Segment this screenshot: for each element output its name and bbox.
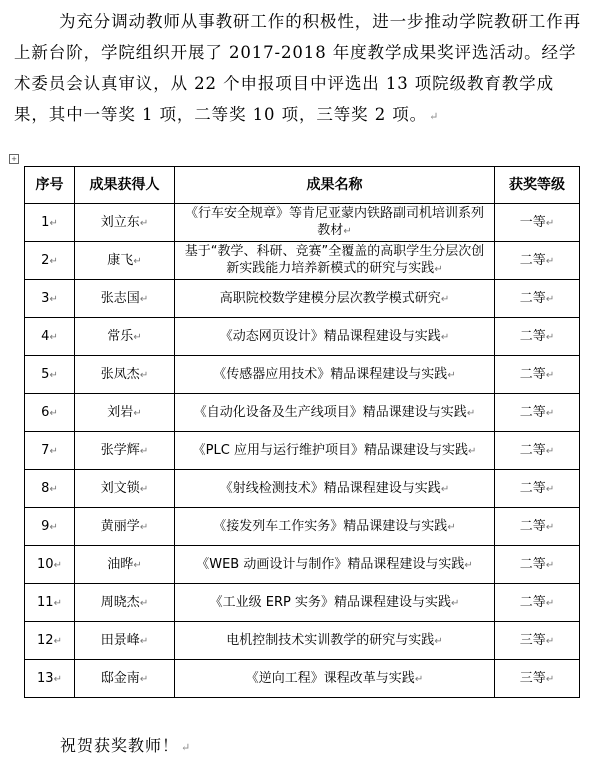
row-person — [75, 356, 175, 394]
row-title — [175, 622, 495, 660]
table-row — [25, 660, 580, 698]
cell-end-mark-icon: ↵ — [467, 445, 477, 457]
row-level — [495, 546, 580, 584]
row-person — [75, 280, 175, 318]
row-no-text: 13 — [37, 670, 54, 686]
row-level — [495, 318, 580, 356]
row-no-text: 4 — [41, 328, 50, 344]
cell-end-mark-icon: ↵ — [414, 673, 424, 685]
row-person-text: 康飞 — [107, 252, 134, 268]
row-title — [175, 546, 495, 584]
row-level-text: 二等 — [519, 518, 546, 534]
footer-congrats — [60, 733, 191, 756]
cell-end-mark-icon: ↵ — [434, 635, 443, 647]
row-title — [175, 470, 495, 508]
row-level — [495, 204, 580, 242]
row-no — [25, 280, 75, 318]
row-no — [25, 318, 75, 356]
table-row — [25, 280, 580, 318]
row-title-text: 高职院校数学建模分层次教学模式研究 — [219, 290, 441, 306]
row-title-text: 《WEB 动画设计与制作》精品课程建设与实践 — [196, 556, 465, 572]
row-title-text: 基于“教学、科研、竞赛”全覆盖的高职学生分层次创新实践能力培养新模式的研究与实践 — [184, 244, 485, 276]
paragraph-mark-icon: ↵ — [429, 110, 440, 123]
row-level-text: 二等 — [519, 328, 546, 344]
row-level — [495, 394, 580, 432]
row-level-text: 一等 — [519, 214, 546, 230]
row-person — [75, 508, 175, 546]
cell-end-mark-icon: ↵ — [49, 217, 58, 229]
header-no: 序号 — [25, 167, 75, 204]
cell-end-mark-icon: ↵ — [49, 445, 58, 457]
row-person — [75, 584, 175, 622]
cell-end-mark-icon: ↵ — [53, 635, 62, 647]
cell-end-mark-icon: ↵ — [545, 217, 555, 229]
row-title-text: 《工业级 ERP 实务》精品课程建设与实践 — [209, 594, 451, 610]
row-person-text: 油晔 — [107, 556, 134, 572]
table-row — [25, 470, 580, 508]
row-no — [25, 204, 75, 242]
table-row — [25, 204, 580, 242]
cell-end-mark-icon: ↵ — [133, 331, 142, 343]
table-row — [25, 584, 580, 622]
cell-end-mark-icon: ↵ — [133, 255, 142, 267]
cell-end-mark-icon: ↵ — [139, 521, 149, 533]
cell-end-mark-icon: ↵ — [466, 407, 476, 419]
cell-end-mark-icon: ↵ — [545, 673, 555, 685]
cell-end-mark-icon: ↵ — [545, 293, 555, 305]
cell-end-mark-icon: ↵ — [545, 255, 555, 267]
cell-end-mark-icon: ↵ — [545, 483, 555, 495]
cell-end-mark-icon: ↵ — [139, 217, 149, 229]
cell-end-mark-icon: ↵ — [545, 559, 555, 571]
row-person-text: 田景峰 — [100, 632, 140, 648]
cell-end-mark-icon: ↵ — [53, 597, 62, 609]
cell-end-mark-icon: ↵ — [49, 369, 58, 381]
row-title — [175, 394, 495, 432]
cell-end-mark-icon: ↵ — [545, 445, 555, 457]
cell-end-mark-icon: ↵ — [545, 635, 555, 647]
row-no-text: 12 — [37, 632, 54, 648]
row-level — [495, 584, 580, 622]
row-title-text: 《传感器应用技术》精品课程建设与实践 — [213, 366, 448, 382]
cell-end-mark-icon: ↵ — [49, 521, 58, 533]
awards-table — [24, 166, 580, 698]
cell-end-mark-icon: ↵ — [464, 559, 473, 571]
table-row — [25, 242, 580, 280]
row-person — [75, 622, 175, 660]
row-no-text: 9 — [41, 518, 50, 534]
row-person-text: 张志国 — [100, 290, 140, 306]
cell-end-mark-icon: ↵ — [545, 331, 555, 343]
row-level-text: 二等 — [519, 290, 546, 306]
row-no — [25, 508, 75, 546]
intro-text: 为充分调动教师从事教研工作的积极性，进一步推动学院教研工作再上新台阶，学院组织开展了 2017-2018 年度教学成果奖评选活动。经学术委员会认真审议，从 22 个申报项目中评选出 13 项院级教育教学成果，其中一等奖 1 项，二等奖 10 项，三等奖 2 项。 — [14, 12, 581, 124]
row-level-text: 二等 — [519, 252, 546, 268]
row-person — [75, 242, 175, 280]
row-title-text: 《自动化设备及生产线项目》精品课建设与实践 — [193, 404, 467, 420]
row-level — [495, 242, 580, 280]
row-no — [25, 660, 75, 698]
row-no-text: 11 — [37, 594, 54, 610]
row-level — [495, 622, 580, 660]
row-person-text: 周晓杰 — [100, 594, 140, 610]
cell-end-mark-icon: ↵ — [139, 445, 149, 457]
row-level — [495, 356, 580, 394]
cell-end-mark-icon: ↵ — [139, 597, 149, 609]
row-no — [25, 356, 75, 394]
cell-end-mark-icon: ↵ — [447, 369, 456, 381]
cell-end-mark-icon: ↵ — [139, 293, 149, 305]
table-body — [25, 204, 580, 698]
row-no-text: 5 — [41, 366, 50, 382]
cell-end-mark-icon: ↵ — [440, 331, 450, 343]
row-level-text: 二等 — [519, 404, 546, 420]
row-level-text: 二等 — [519, 442, 546, 458]
row-no-text: 10 — [37, 556, 54, 572]
cell-end-mark-icon: ↵ — [49, 483, 58, 495]
row-no — [25, 584, 75, 622]
row-title — [175, 280, 495, 318]
cell-end-mark-icon: ↵ — [139, 673, 149, 685]
cell-end-mark-icon: ↵ — [53, 673, 62, 685]
table-move-handle-icon[interactable]: + — [9, 154, 19, 164]
table-row — [25, 622, 580, 660]
cell-end-mark-icon: ↵ — [139, 635, 149, 647]
row-level — [495, 432, 580, 470]
row-person — [75, 318, 175, 356]
cell-end-mark-icon: ↵ — [49, 331, 58, 343]
row-title — [175, 318, 495, 356]
cell-end-mark-icon: ↵ — [139, 483, 149, 495]
header-title: 成果名称 — [175, 167, 495, 204]
row-level-text: 三等 — [519, 670, 546, 686]
row-level-text: 三等 — [519, 632, 546, 648]
paragraph-mark-icon: ↵ — [181, 741, 192, 754]
row-title — [175, 204, 495, 242]
row-person — [75, 394, 175, 432]
cell-end-mark-icon: ↵ — [49, 407, 58, 419]
row-title-text: 《行车安全规章》等肯尼亚蒙内铁路副司机培训系列教材 — [184, 206, 484, 238]
row-level-text: 二等 — [519, 556, 546, 572]
row-title-text: 《射线检测技术》精品课程建设与实践 — [219, 480, 441, 496]
row-no — [25, 622, 75, 660]
row-level-text: 二等 — [519, 594, 546, 610]
table-row — [25, 394, 580, 432]
row-title — [175, 584, 495, 622]
cell-end-mark-icon: ↵ — [545, 407, 555, 419]
row-person-text: 黄丽学 — [100, 518, 140, 534]
table-row — [25, 432, 580, 470]
cell-end-mark-icon: ↵ — [440, 293, 450, 305]
cell-end-mark-icon: ↵ — [545, 597, 555, 609]
row-person-text: 常乐 — [107, 328, 134, 344]
row-title-text: 《接发列车工作实务》精品课建设与实践 — [213, 518, 448, 534]
cell-end-mark-icon: ↵ — [53, 559, 62, 571]
cell-end-mark-icon: ↵ — [450, 597, 460, 609]
row-title — [175, 508, 495, 546]
row-no — [25, 470, 75, 508]
row-no — [25, 242, 75, 280]
row-no — [25, 432, 75, 470]
table-header-row — [25, 167, 580, 204]
row-person — [75, 660, 175, 698]
cell-end-mark-icon: ↵ — [434, 264, 443, 275]
row-level — [495, 660, 580, 698]
row-no — [25, 394, 75, 432]
row-title-text: 《逆向工程》课程改革与实践 — [245, 670, 415, 686]
row-title — [175, 242, 495, 280]
cell-end-mark-icon: ↵ — [133, 407, 142, 419]
row-no — [25, 546, 75, 584]
footer-text: 祝贺获奖教师！ — [60, 736, 180, 755]
row-person — [75, 204, 175, 242]
row-title — [175, 356, 495, 394]
cell-end-mark-icon: ↵ — [133, 559, 142, 571]
row-title-text: 《PLC 应用与运行维护项目》精品课建设与实践 — [192, 442, 468, 458]
row-no-text: 8 — [41, 480, 50, 496]
row-person — [75, 432, 175, 470]
cell-end-mark-icon: ↵ — [49, 255, 58, 267]
row-person — [75, 546, 175, 584]
table-row — [25, 356, 580, 394]
table-row — [25, 508, 580, 546]
row-no-text: 6 — [41, 404, 50, 420]
row-level — [495, 470, 580, 508]
row-person-text: 邸金南 — [100, 670, 140, 686]
row-title-text: 电机控制技术实训教学的研究与实践 — [226, 632, 435, 648]
row-level — [495, 280, 580, 318]
header-level: 获奖等级 — [495, 167, 580, 204]
row-no-text: 7 — [41, 442, 50, 458]
cell-end-mark-icon: ↵ — [545, 369, 555, 381]
cell-end-mark-icon: ↵ — [343, 226, 352, 237]
row-level-text: 二等 — [519, 366, 546, 382]
cell-end-mark-icon: ↵ — [545, 521, 555, 533]
row-person-text: 张凤杰 — [100, 366, 140, 382]
cell-end-mark-icon: ↵ — [139, 369, 149, 381]
row-person-text: 张学辉 — [100, 442, 140, 458]
cell-end-mark-icon: ↵ — [49, 293, 58, 305]
header-person: 成果获得人 — [75, 167, 175, 204]
cell-end-mark-icon: ↵ — [440, 483, 450, 495]
table-row — [25, 546, 580, 584]
row-title — [175, 660, 495, 698]
intro-paragraph — [14, 6, 584, 132]
row-title-text: 《动态网页设计》精品课程建设与实践 — [219, 328, 441, 344]
row-level — [495, 508, 580, 546]
row-no-text: 3 — [41, 290, 50, 306]
table-row — [25, 318, 580, 356]
cell-end-mark-icon: ↵ — [447, 521, 456, 533]
row-person-text: 刘岩 — [107, 404, 134, 420]
row-person-text: 刘立东 — [100, 214, 140, 230]
row-no-text: 2 — [41, 252, 50, 268]
row-title — [175, 432, 495, 470]
row-level-text: 二等 — [519, 480, 546, 496]
row-person — [75, 470, 175, 508]
row-person-text: 刘文锁 — [100, 480, 140, 496]
row-no-text: 1 — [41, 214, 50, 230]
